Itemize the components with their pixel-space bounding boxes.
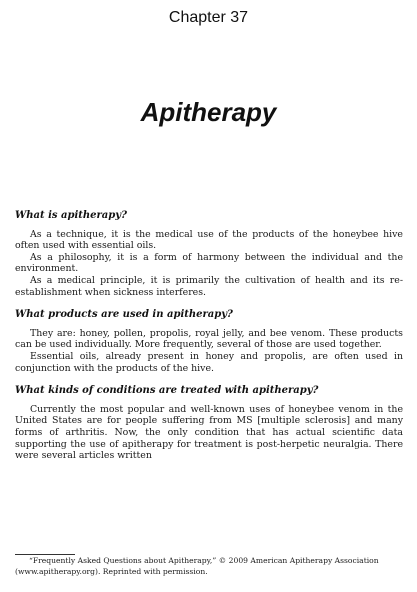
section-heading: What is apitherapy?: [15, 210, 127, 221]
section-what-is-apitherapy: [15, 210, 403, 298]
section-products-used: [15, 309, 403, 374]
footnote: “Frequently Asked Questions about Apitherapy,” © 2009 American Apitherapy Association (www.apitherapy.org). Reprinted with permission.: [15, 556, 379, 576]
paragraph: As a philosophy, it is a form of harmony between the individual and the environment.: [15, 251, 403, 275]
paragraph: Essential oils, already present in honey and propolis, are often used in conjunction with the products of the hive.: [15, 350, 403, 374]
chapter-body: [15, 210, 403, 462]
paragraph: As a medical principle, it is primarily the cultivation of health and its re-establishment when sickness interferes.: [15, 274, 403, 298]
footnote-divider: [15, 554, 75, 555]
section-heading: What kinds of conditions are treated with apitherapy?: [15, 385, 319, 397]
section-conditions-treated: [15, 385, 403, 462]
chapter-label: Chapter 37: [168, 9, 249, 26]
paragraph: Currently the most popular and well-known uses of honeybee venom in the United States are for people suffering from MS [multiple sclerosis] and many forms of arthritis. Now, the only condition that has actual scientific data supporting the use of apitherapy for treatment is post-herpetic neuralgia. There were several articles written: [15, 403, 403, 462]
paragraph: As a technique, it is the medical use of the products of the honeybee hive often used with essential oils.: [15, 228, 403, 252]
chapter-title: Apitherapy: [140, 97, 277, 127]
section-heading: What products are used in apitherapy?: [15, 309, 233, 321]
paragraph: They are: honey, pollen, propolis, royal jelly, and bee venom. These products can be used individually. More frequently, several of those are used together.: [15, 327, 403, 351]
